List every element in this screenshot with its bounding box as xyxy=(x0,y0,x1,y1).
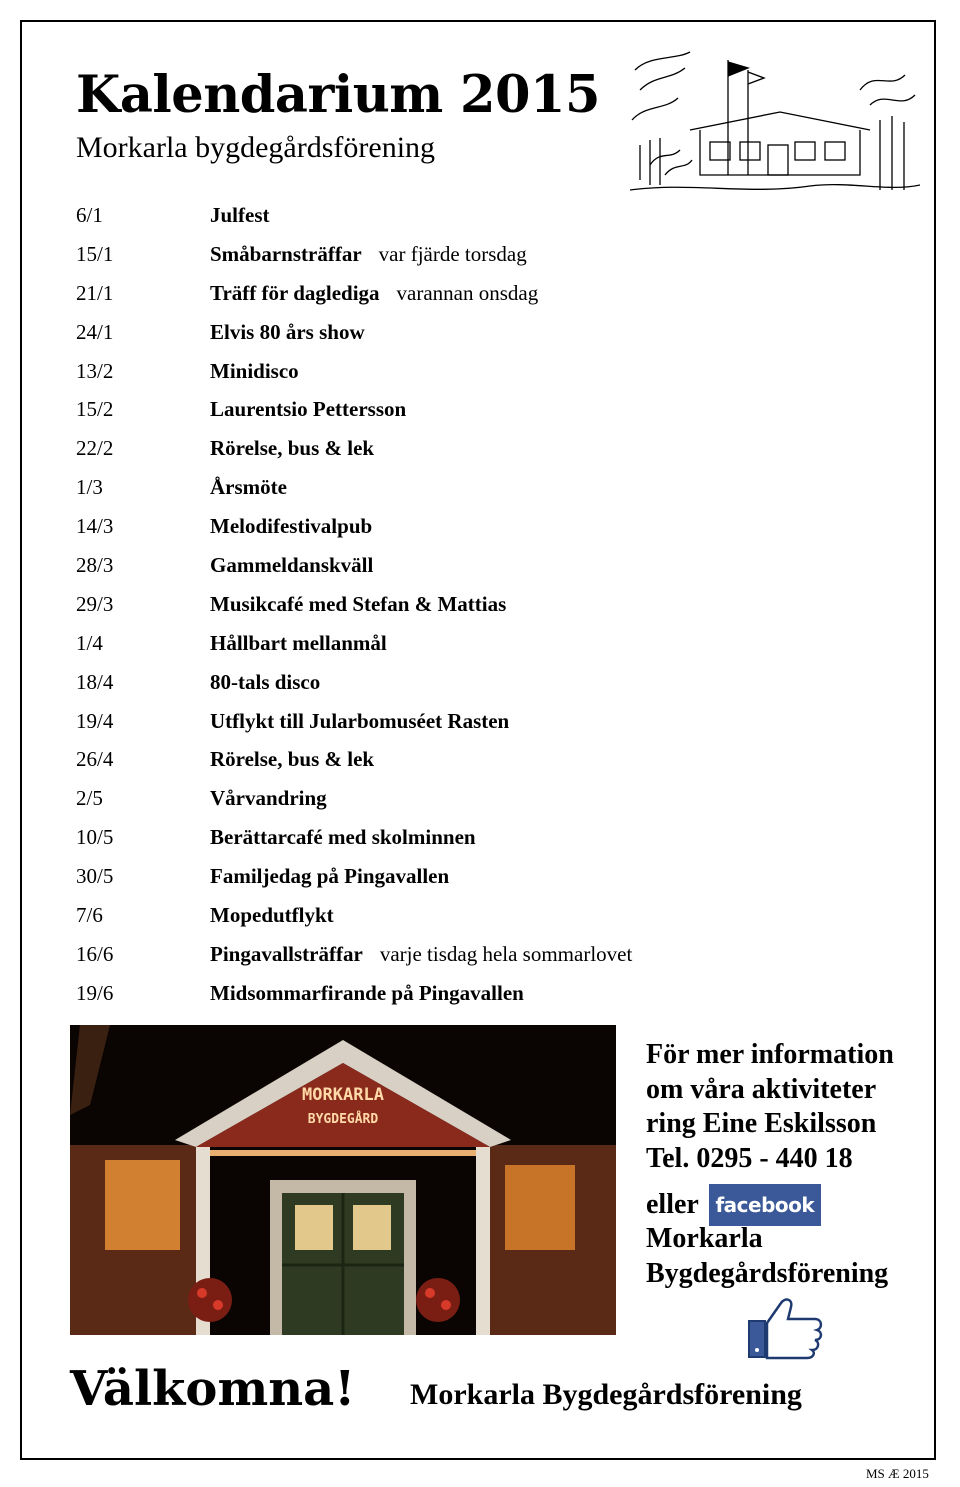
thumbs-up-icon xyxy=(745,1295,825,1361)
event-name: Småbarnsträffar xyxy=(210,241,362,266)
event-row xyxy=(76,468,776,507)
event-row xyxy=(76,546,776,585)
event-row xyxy=(76,896,776,935)
event-row xyxy=(76,274,776,313)
event-date: 19/4 xyxy=(76,708,114,733)
event-name: Berättarcafé med skolminnen xyxy=(210,825,476,850)
event-note: var fjärde torsdag xyxy=(378,241,527,266)
info-line-2: om våra aktiviteter xyxy=(646,1073,877,1105)
event-row xyxy=(76,818,776,857)
event-name: Årsmöte xyxy=(210,475,287,500)
event-name: Elvis 80 års show xyxy=(210,319,365,344)
event-row xyxy=(76,235,776,274)
credit-text: MS Æ 2015 xyxy=(866,1466,929,1481)
info-line-4: Tel. 0295 - 440 18 xyxy=(646,1142,853,1174)
facebook-logo[interactable]: facebook xyxy=(709,1184,821,1226)
event-row xyxy=(76,663,776,702)
event-name: Familjedag på Pingavallen xyxy=(210,864,450,889)
info-line-3: ring Eine Eskilsson xyxy=(646,1108,877,1140)
event-date: 7/6 xyxy=(76,902,103,927)
event-row xyxy=(76,585,776,624)
event-name: Pingavallsträffar xyxy=(210,941,363,966)
org-line-1: Morkarla xyxy=(646,1223,763,1254)
event-row xyxy=(76,779,776,818)
page-subtitle: Morkarla bygdegårdsförening xyxy=(76,131,436,164)
event-date: 26/4 xyxy=(76,747,114,772)
event-date: 15/1 xyxy=(76,241,114,266)
event-date: 29/3 xyxy=(76,591,114,616)
event-date: 28/3 xyxy=(76,552,114,577)
event-name: Musikcafé med Stefan & Mattias xyxy=(210,591,507,616)
event-list xyxy=(76,196,776,1013)
event-date: 21/1 xyxy=(76,280,114,305)
event-name: Vårvandring xyxy=(210,786,327,811)
bygdegard-entrance-photo xyxy=(70,1025,616,1335)
event-name: 80-tals disco xyxy=(210,669,321,694)
event-date: 10/5 xyxy=(76,825,114,850)
house-sketch-illustration xyxy=(630,50,920,198)
event-date: 18/4 xyxy=(76,669,114,694)
event-date: 14/3 xyxy=(76,514,114,539)
event-date: 1/4 xyxy=(76,630,103,655)
event-date: 6/1 xyxy=(76,202,103,227)
event-row xyxy=(76,974,776,1013)
event-date: 13/2 xyxy=(76,358,114,383)
event-row xyxy=(76,857,776,896)
event-name: Midsommarfirande på Pingavallen xyxy=(210,980,524,1005)
event-date: 1/3 xyxy=(76,475,103,500)
event-name: Träff för daglediga xyxy=(210,280,380,305)
page-title: Kalendarium 2015 xyxy=(76,65,600,125)
event-row xyxy=(76,429,776,468)
info-line-1: För mer information xyxy=(646,1039,894,1070)
event-date: 16/6 xyxy=(76,941,114,966)
event-name: Rörelse, bus & lek xyxy=(210,436,375,461)
org-line-2: Bygdegårdsförening xyxy=(646,1258,889,1289)
event-date: 2/5 xyxy=(76,786,103,811)
event-date: 19/6 xyxy=(76,980,114,1005)
event-name: Rörelse, bus & lek xyxy=(210,747,375,772)
or-label: eller xyxy=(646,1189,699,1220)
event-note: varannan onsdag xyxy=(396,280,539,305)
event-row xyxy=(76,196,776,235)
event-row xyxy=(76,935,776,974)
welcome-text: Välkomna! xyxy=(70,1361,356,1417)
sign-text-line1: MORKARLA xyxy=(302,1085,384,1105)
event-date: 30/5 xyxy=(76,864,114,889)
event-date: 15/2 xyxy=(76,397,114,422)
event-name: Gammeldanskväll xyxy=(210,552,374,577)
event-row xyxy=(76,702,776,741)
event-date: 24/1 xyxy=(76,319,114,344)
event-row xyxy=(76,624,776,663)
event-note: varje tisdag hela sommarlovet xyxy=(379,941,633,966)
event-row xyxy=(76,390,776,429)
facebook-page-name xyxy=(646,1221,888,1291)
facebook-row xyxy=(646,1184,821,1226)
sign-text-line2: BYGDEGÅRD xyxy=(307,1112,379,1127)
event-name: Utflykt till Jularbomuséet Rasten xyxy=(210,708,510,733)
event-name: Melodifestivalpub xyxy=(210,514,373,539)
event-row xyxy=(76,313,776,352)
contact-info xyxy=(646,1038,894,1176)
footer-organization: Morkarla Bygdegårdsförening xyxy=(410,1378,802,1411)
event-name: Hållbart mellanmål xyxy=(210,630,387,655)
event-name: Minidisco xyxy=(210,358,299,383)
event-name: Laurentsio Pettersson xyxy=(210,397,407,422)
event-row xyxy=(76,507,776,546)
event-name: Julfest xyxy=(210,202,270,227)
event-date: 22/2 xyxy=(76,436,114,461)
event-name: Mopedutflykt xyxy=(210,902,334,927)
event-row xyxy=(76,352,776,391)
event-row xyxy=(76,740,776,779)
